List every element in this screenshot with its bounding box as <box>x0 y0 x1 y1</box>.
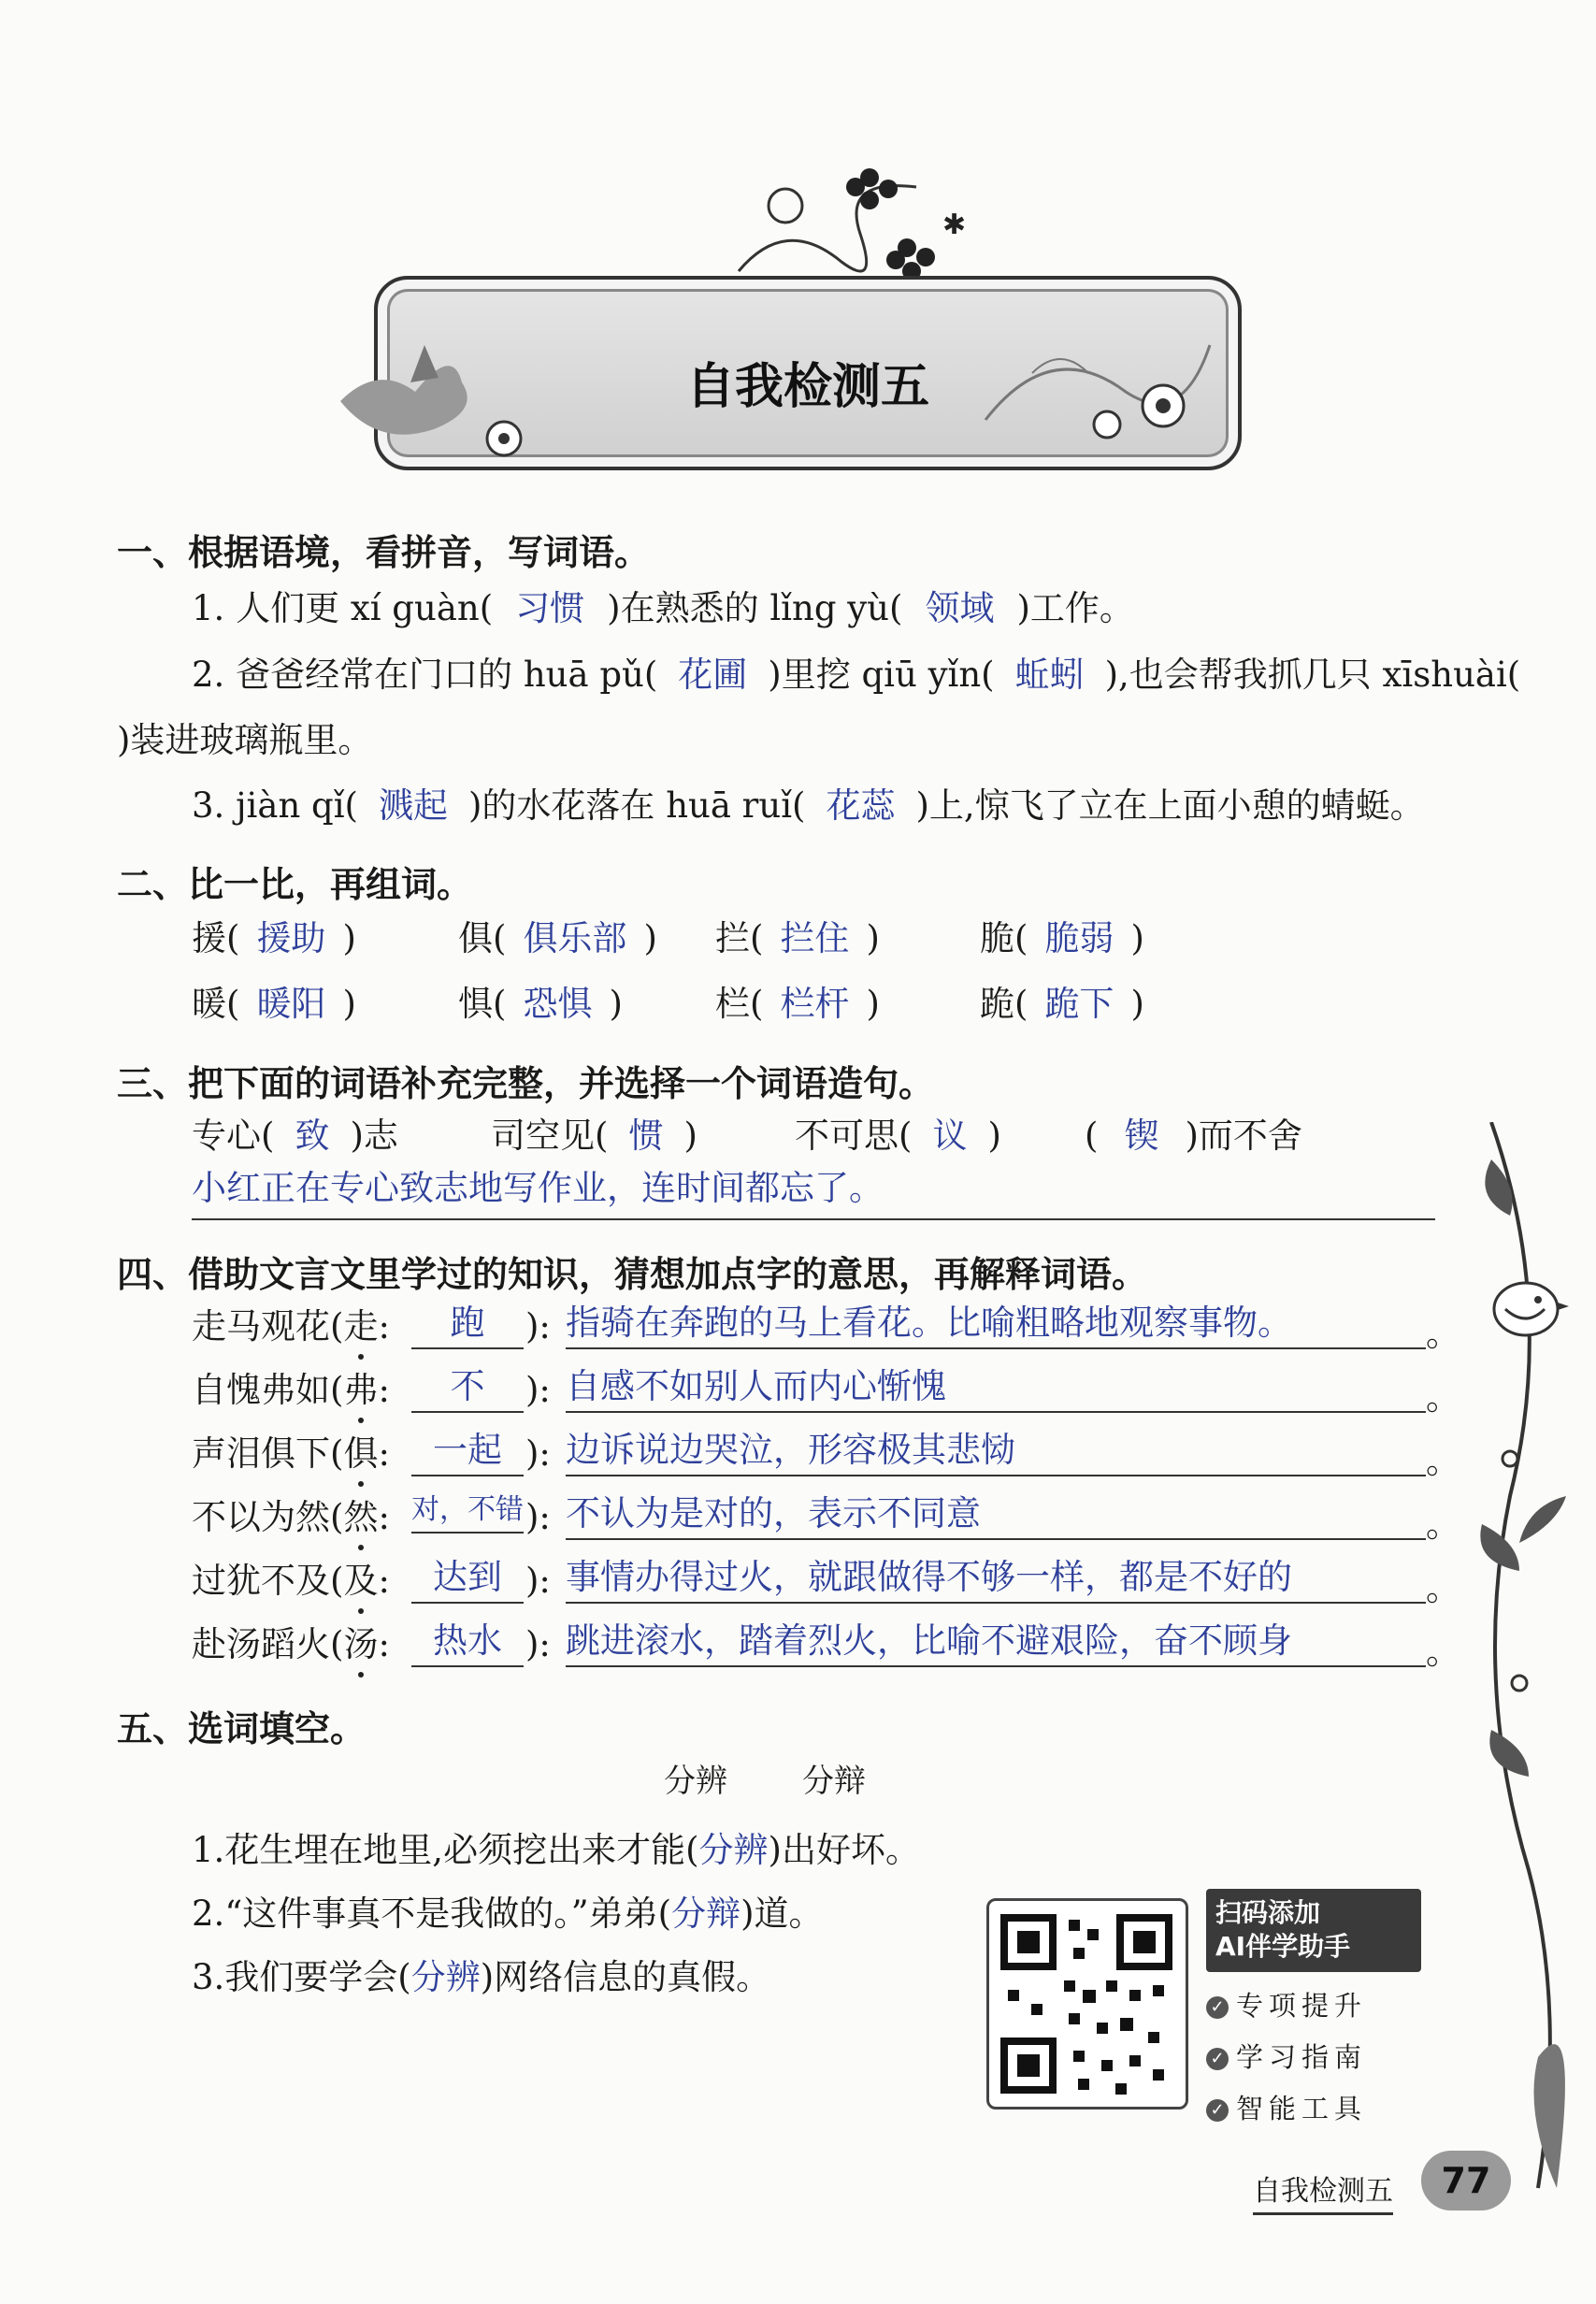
answer: 花蕊 <box>826 785 896 826</box>
floral-swirl-icon <box>976 317 1219 448</box>
answer: 议 <box>932 1116 968 1156</box>
section5-heading: 五、选词填空。 <box>117 1708 367 1750</box>
dotted-char: 及 <box>343 1561 379 1601</box>
char-meaning-answer: 不 <box>411 1369 524 1413</box>
small-flower-icon <box>481 415 527 462</box>
compare-item: 拦( 拦住 ) <box>715 918 880 958</box>
idiom-label: 过犹不及(及: <box>192 1561 390 1601</box>
idiom-explanation: 跳进滚水，踏着烈火，比喻不避艰险，奋不顾身 <box>566 1623 1426 1667</box>
dotted-char: 汤 <box>343 1624 379 1664</box>
compare-item: 俱( 俱乐部 ) <box>458 918 657 958</box>
char-meaning-answer: 一起 <box>411 1433 524 1476</box>
char-meaning-answer: 对，不错 <box>411 1496 524 1534</box>
idiom-explanation: 边诉说边哭泣，形容极其悲恸 <box>566 1433 1426 1476</box>
dotted-char: 然 <box>343 1497 379 1537</box>
qr-code-icon <box>989 1901 1186 2107</box>
section3-item-3: 不可思( 议 ) <box>795 1116 1001 1156</box>
footer-label: 自我检测五 <box>1253 2167 1393 2215</box>
period: 。 <box>1426 1314 1460 1354</box>
section3-sentence: 小红正在专心致志地写作业，连时间都忘了。 <box>192 1171 1435 1220</box>
period: 。 <box>1426 1568 1460 1608</box>
idiom-explanation: 指骑在奔跑的马上看花。比喻粗略地观察事物。 <box>566 1305 1426 1349</box>
period: 。 <box>1426 1632 1460 1672</box>
answer: 溅起 <box>379 785 448 826</box>
answer: 暖阳 <box>256 984 326 1024</box>
period: 。 <box>1426 1441 1460 1481</box>
feature-1: ✓ 专项提升 <box>1206 1985 1421 2023</box>
answer: 脆弱 <box>1044 918 1114 958</box>
bracket-close: ): <box>525 1561 551 1601</box>
dotted-char: 弗 <box>343 1370 379 1410</box>
compare-item: 援( 援助 ) <box>192 918 356 958</box>
feature-2: ✓ 学习指南 <box>1206 2037 1421 2075</box>
answer: 致 <box>295 1116 330 1156</box>
section3-item-2: 司空见( 惯 ) <box>491 1116 697 1156</box>
idiom-explanation: 自感不如别人而内心惭愧 <box>566 1369 1426 1413</box>
answer: 分辨 <box>410 1957 481 1997</box>
title-banner <box>374 276 1242 470</box>
qr-code[interactable] <box>986 1898 1188 2110</box>
answer: 分辩 <box>671 1894 741 1934</box>
answer: 习惯 <box>515 588 585 628</box>
answer: 恐惧 <box>523 984 593 1024</box>
bracket-close: ): <box>525 1497 551 1537</box>
section1-question-2: 2. 爸爸经常在门口的 huā pǔ( 花圃 )里挖 qiū yǐn( 蚯蚓 ),也会帮我抓几只 xīshuài( <box>192 655 1521 695</box>
answer: 蚯蚓 <box>1014 655 1085 695</box>
promo-line2: AI伴学助手 <box>1215 1931 1351 1963</box>
section1-question-2-cont: )装进玻璃瓶里。 <box>117 720 373 760</box>
compare-item: 暖( 暖阳 ) <box>192 984 356 1024</box>
check-icon: ✓ <box>1206 1996 1229 2019</box>
idiom-label: 走马观花(走: <box>192 1306 390 1346</box>
bracket-close: ): <box>525 1433 551 1474</box>
check-icon: ✓ <box>1206 2099 1229 2122</box>
promo-banner <box>1206 1889 1421 1972</box>
section5-question-2: 2.“这件事真不是我做的。”弟弟(分辩)道。 <box>192 1894 824 1934</box>
idiom-label: 自愧弗如(弗: <box>192 1370 390 1410</box>
compare-item: 跪( 跪下 ) <box>980 984 1144 1024</box>
period: 。 <box>1426 1505 1460 1545</box>
char-meaning-answer: 热水 <box>411 1623 524 1667</box>
check-icon: ✓ <box>1206 2048 1229 2070</box>
bracket-close: ): <box>525 1624 551 1664</box>
char-meaning-answer: 达到 <box>411 1560 524 1604</box>
feature-3: ✓ 智能工具 <box>1206 2088 1421 2126</box>
idiom-explanation: 不认为是对的，表示不同意 <box>566 1496 1426 1540</box>
svg-text:✱: ✱ <box>942 209 967 241</box>
qr-promo[interactable] <box>986 1889 1416 2124</box>
bracket-close: ): <box>525 1306 551 1346</box>
idiom-label: 赴汤蹈火(汤: <box>192 1624 390 1664</box>
flower-decoration-icon <box>729 159 972 290</box>
compare-item: 惧( 恐惧 ) <box>458 984 623 1024</box>
section5-question-3: 3.我们要学会(分辨)网络信息的真假。 <box>192 1957 771 1997</box>
section3-item-4: ( 锲 )而不舍 <box>1085 1116 1302 1156</box>
promo-text <box>1206 1889 1421 2126</box>
section2-heading: 二、比一比，再组词。 <box>117 864 473 905</box>
answer: 俱乐部 <box>523 918 627 958</box>
section1-question-3: 3. jiàn qǐ( 溅起 )的水花落在 huā ruǐ( 花蕊 )上,惊飞了立在上面小憩的蜻蜓。 <box>192 785 1425 826</box>
section4-heading: 四、借助文言文里学过的知识，猜想加点字的意思，再解释词语。 <box>117 1254 1148 1295</box>
section3-item-1: 专心( 致 )志 <box>192 1116 398 1156</box>
page-number: 77 <box>1421 2151 1511 2210</box>
bracket-close: ): <box>525 1370 551 1410</box>
answer: 跪下 <box>1044 984 1114 1024</box>
char-meaning-answer: 跑 <box>411 1305 524 1349</box>
answer: 花圃 <box>678 655 748 695</box>
idiom-label: 声泪俱下(俱: <box>192 1433 390 1474</box>
period: 。 <box>1426 1377 1460 1418</box>
section1-heading: 一、根据语境，看拼音，写词语。 <box>117 532 651 573</box>
word-choices: 分辨 分辩 <box>664 1763 866 1800</box>
answer: 援助 <box>256 918 326 958</box>
compare-item: 脆( 脆弱 ) <box>980 918 1144 958</box>
idiom-label: 不以为然(然: <box>192 1497 390 1537</box>
page-title: 自我检测五 <box>685 358 929 415</box>
answer: 领域 <box>925 588 995 628</box>
dotted-char: 走 <box>343 1306 379 1346</box>
answer: 惯 <box>628 1116 664 1156</box>
section3-heading: 三、把下面的词语补充完整，并选择一个词语造句。 <box>117 1063 935 1104</box>
compare-item: 栏( 栏杆 ) <box>715 984 880 1024</box>
answer: 分辨 <box>698 1830 769 1870</box>
idiom-explanation: 事情办得过火，就跟做得不够一样，都是不好的 <box>566 1560 1426 1604</box>
answer: 拦住 <box>780 918 850 958</box>
section1-question-1: 1. 人们更 xí guàn( 习惯 )在熟悉的 lǐng yù( 领域 )工作。 <box>192 588 1134 628</box>
dotted-char: 俱 <box>343 1433 379 1474</box>
promo-line1: 扫码添加 <box>1215 1897 1321 1928</box>
bird-icon <box>1487 1267 1571 1342</box>
answer: 锲 <box>1124 1116 1159 1156</box>
section5-question-1: 1.花生埋在地里,必须挖出来才能(分辨)出好坏。 <box>192 1830 920 1870</box>
answer: 栏杆 <box>780 984 850 1024</box>
